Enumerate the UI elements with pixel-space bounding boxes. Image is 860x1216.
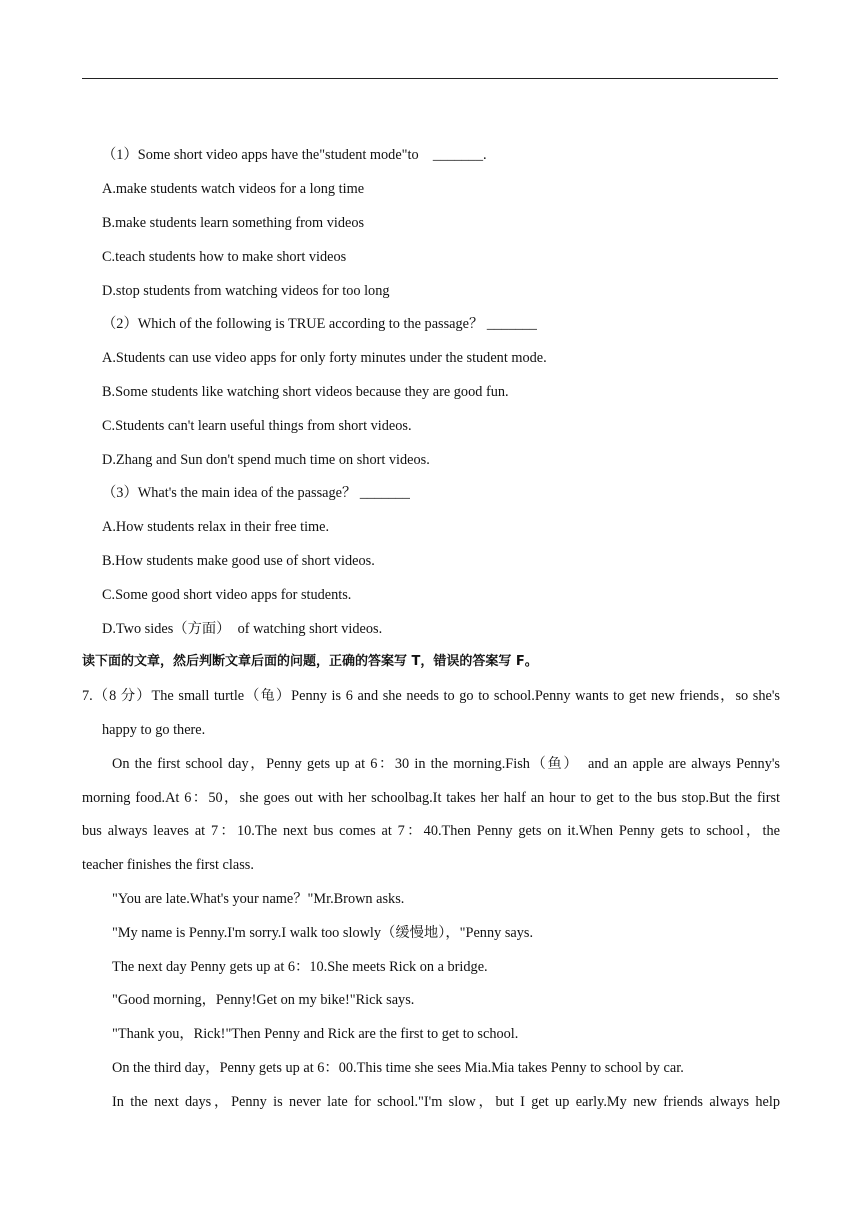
question-1-stem: （1）Some short video apps have the"student mode"to _______. — [102, 147, 487, 163]
passage-paragraph-1-line-3: bus always leaves at 7：10.The next bus comes at 7：40.Then Penny gets on it.When Penny gets to school，the — [82, 823, 780, 839]
question-7-line-2: happy to go there. — [102, 722, 206, 738]
passage-line-dialogue-4: "Thank you，Rick!"Then Penny and Rick are the first to get to school. — [112, 1026, 519, 1042]
question-3-option-d: D.Two sides（方面） of watching short videos. — [102, 621, 383, 637]
question-7-line-1: 7.（8 分）The small turtle（龟）Penny is 6 and she needs to go to school.Penny wants to get new friends，so she's — [82, 688, 780, 704]
passage-line-dialogue-2: "My name is Penny.I'm sorry.I walk too slowly（缓慢地），"Penny says. — [112, 925, 534, 941]
passage-paragraph-1-line-1: On the first school day，Penny gets up at 6：30 in the morning.Fish（鱼） and an apple are always Penny's — [112, 756, 780, 772]
question-2-stem: （2）Which of the following is TRUE according to the passage？ _______ — [102, 316, 537, 332]
passage-line-narration-1: The next day Penny gets up at 6：10.She meets Rick on a bridge. — [112, 959, 488, 975]
question-1-option-b: B.make students learn something from videos — [102, 215, 365, 231]
question-2-option-a: A.Students can use video apps for only forty minutes under the student mode. — [102, 350, 547, 366]
passage-line-dialogue-1: "You are late.What's your name？"Mr.Brown asks. — [112, 891, 405, 907]
passage-line-dialogue-3: "Good morning，Penny!Get on my bike!"Rick says. — [112, 992, 415, 1008]
question-2-option-c: C.Students can't learn useful things from short videos. — [102, 418, 412, 434]
passage-paragraph-1-line-2: morning food.At 6：50，she goes out with her schoolbag.It takes her half an hour to get to the bus stop.But the first — [82, 790, 780, 806]
passage-line-narration-3: In the next days，Penny is never late for school."I'm slow，but I get up early.My new friends always help — [112, 1094, 780, 1110]
question-1-option-d: D.stop students from watching videos for too long — [102, 283, 390, 299]
question-2-option-b: B.Some students like watching short videos because they are good fun. — [102, 384, 509, 400]
header-rule — [82, 78, 778, 79]
question-3-option-a: A.How students relax in their free time. — [102, 519, 330, 535]
question-3-stem: （3）What's the main idea of the passage？ _______ — [102, 485, 410, 501]
passage-paragraph-1-line-4: teacher finishes the first class. — [82, 857, 254, 873]
question-1-option-c: C.teach students how to make short videos — [102, 249, 347, 265]
section-instruction: 读下面的文章，然后判断文章后面的问题，正确的答案写 T，错误的答案写 F。 — [82, 654, 538, 669]
question-2-option-d: D.Zhang and Sun don't spend much time on short videos. — [102, 452, 430, 468]
question-1-option-a: A.make students watch videos for a long time — [102, 181, 365, 197]
passage-line-narration-2: On the third day，Penny gets up at 6：00.This time she sees Mia.Mia takes Penny to school by car. — [112, 1060, 684, 1076]
question-3-option-c: C.Some good short video apps for students. — [102, 587, 352, 603]
question-3-option-b: B.How students make good use of short videos. — [102, 553, 375, 569]
